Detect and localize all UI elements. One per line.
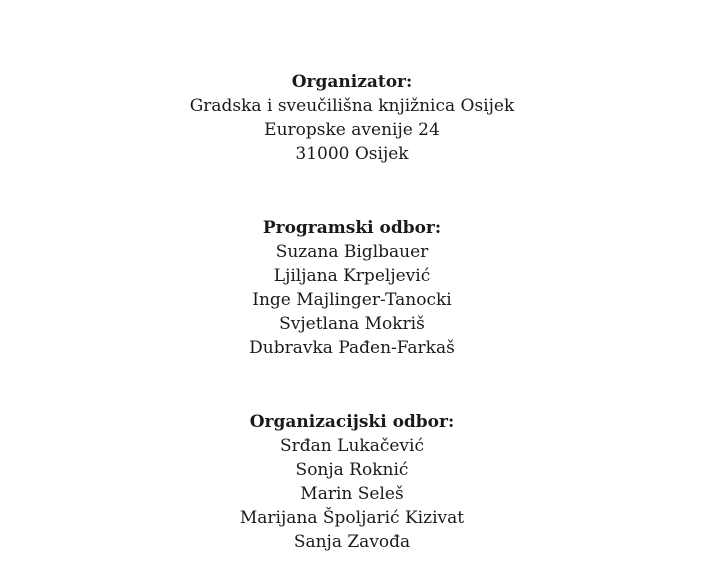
organizator-section [0,70,704,166]
organizacijski-odbor-member: Srđan Lukačević [280,436,424,456]
programski-odbor-member: Suzana Biglbauer [275,242,429,262]
programski-odbor-member: Ljiljana Krpeljević [273,266,431,286]
programski-odbor-heading: Programski odbor: [262,218,442,238]
programski-odbor-section [0,216,704,360]
programski-odbor-member: Inge Majlinger-Tanocki [252,290,452,310]
organizator-street: Europske avenije 24 [264,120,440,140]
programski-odbor-member: Svjetlana Mokriš [279,314,425,334]
organizator-institution: Gradska i sveučilišna knjižnica Osijek [189,96,515,116]
organizator-city: 31000 Osijek [295,144,409,164]
organizacijski-odbor-section [0,410,704,554]
organizacijski-odbor-member: Sanja Zavođa [293,532,411,552]
organizacijski-odbor-heading: Organizacijski odbor: [249,412,455,432]
organizacijski-odbor-member: Marin Seleš [300,484,404,504]
organizator-heading: Organizator: [291,72,413,92]
programski-odbor-member: Dubravka Pađen-Farkaš [249,338,455,358]
organizacijski-odbor-member: Sonja Roknić [295,460,409,480]
organizacijski-odbor-member: Marijana Špoljarić Kizivat [239,508,465,528]
